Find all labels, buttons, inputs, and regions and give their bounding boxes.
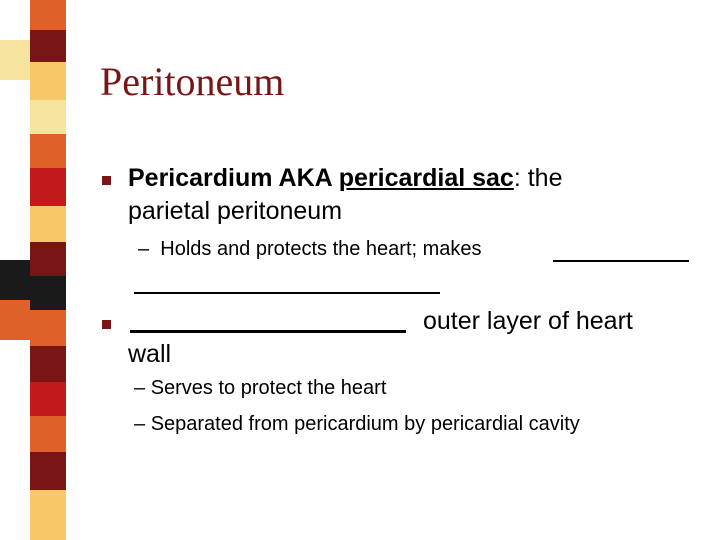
bullet-marker (102, 320, 111, 329)
stripe-block (0, 300, 30, 340)
bullet-marker (102, 176, 111, 185)
sub-bullet-1-1 (138, 236, 482, 262)
slide-title: Peritoneum (100, 59, 285, 104)
stripe-block (30, 490, 66, 540)
stripe-block (30, 310, 66, 346)
stripe-block (30, 242, 66, 276)
bullet-2-line-2: wall (128, 340, 172, 368)
bullet-1-line-2: parietal peritoneum (128, 197, 343, 225)
stripe-block (0, 260, 30, 300)
stripe-block (30, 62, 66, 100)
sub-bullet-2-1 (134, 375, 386, 401)
bullet-1-line-1 (128, 163, 563, 193)
bullet-1-rest: : the (513, 164, 563, 192)
blank-line (553, 260, 689, 262)
stripe-block (30, 452, 66, 490)
stripe-block (30, 100, 66, 134)
sub-bullet-2-2 (134, 411, 580, 437)
stripe-block (30, 276, 66, 310)
stripe-block (30, 382, 66, 416)
stripe-block (0, 40, 30, 80)
dash-marker: – (138, 238, 150, 260)
stripe-block (30, 416, 66, 452)
bullet-1-term: Pericardium AKA (128, 164, 339, 192)
sub-bullet-text: Separated from pericardium by pericardial cavity (150, 413, 580, 435)
blank-line (130, 330, 406, 333)
decorative-stripe (0, 0, 80, 540)
stripe-block (30, 168, 66, 206)
bullet-1-term-underlined: pericardial sac (338, 164, 514, 192)
stripe-block (30, 134, 66, 168)
stripe-block (30, 206, 66, 242)
stripe-block (30, 30, 66, 62)
stripe-block (30, 0, 66, 30)
sub-bullet-text: Holds and protects the heart; makes (160, 238, 482, 260)
sub-bullet-text: Serves to protect the heart (150, 377, 387, 399)
bullet-2-line-1: outer layer of heart (423, 307, 633, 335)
blank-line (134, 292, 440, 294)
dash-marker: – (134, 377, 146, 399)
stripe-block (30, 346, 66, 382)
dash-marker: – (134, 413, 146, 435)
